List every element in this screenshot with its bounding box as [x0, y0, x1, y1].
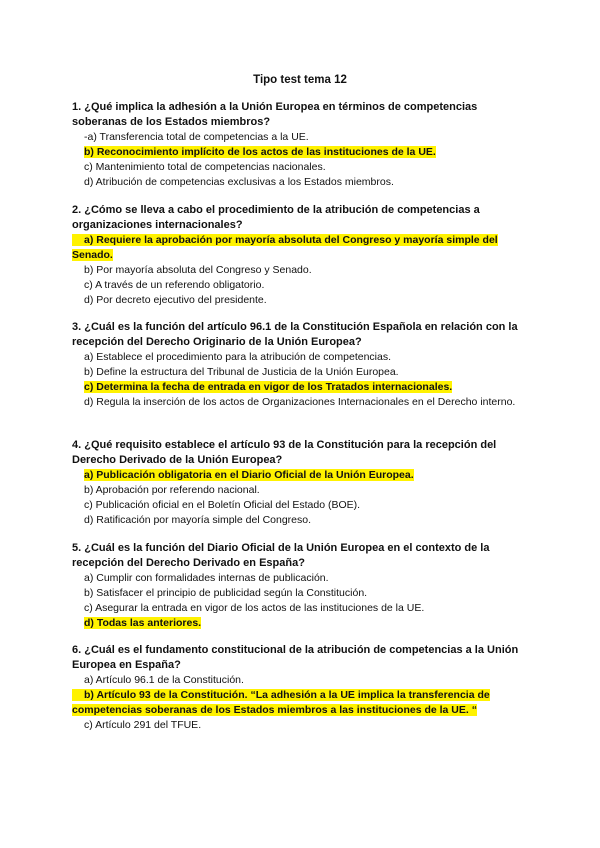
highlighted-answer: d) Todas las anteriores. [84, 617, 202, 629]
question-text: 5. ¿Cuál es la función del Diario Oficial de la Unión Europea en el contexto de la recepción del Derecho Derivado en España? [72, 542, 490, 569]
question-text: 1. ¿Qué implica la adhesión a la Unión Europea en términos de competencias soberanas de los Estados miembros? [72, 101, 478, 128]
option-b-correct [72, 688, 528, 718]
highlighted-answer: c) Determina la fecha de entrada en vigor de los Tratados internacionales. [84, 381, 453, 393]
option-c: c) Mantenimiento total de competencias nacionales. [84, 161, 326, 173]
option-c: c) Publicación oficial en el Boletín Oficial del Estado (BOE). [84, 499, 361, 511]
option-d-correct [72, 616, 528, 631]
question-text: 6. ¿Cuál es el fundamento constitucional de la atribución de competencias a la Unión Europea en España? [72, 644, 519, 671]
question-text: 4. ¿Qué requisito establece el artículo 93 de la Constitución para la recepción del Derecho Derivado de la Unión Europea? [72, 439, 497, 466]
option-b: b) Satisfacer el principio de publicidad según la Constitución. [84, 587, 368, 599]
question-6 [72, 643, 528, 733]
option-c: c) A través de un referendo obligatorio. [84, 279, 265, 291]
option-a-correct [72, 468, 528, 483]
option-a: a) Cumplir con formalidades internas de publicación. [84, 572, 329, 584]
highlighted-answer: b) Artículo 93 de la Constitución. “La adhesión a la UE implica la transferencia de competencias soberanas de los Estados miembros a las instituciones de la UE. “ [72, 689, 490, 716]
option-a-correct [72, 233, 528, 263]
option-d: d) Ratificación por mayoría simple del Congreso. [84, 514, 312, 526]
option-c: c) Artículo 291 del TFUE. [84, 719, 202, 731]
option-c-correct [72, 380, 528, 395]
option-c: c) Asegurar la entrada en vigor de los actos de las instituciones de la UE. [84, 602, 425, 614]
option-a: a) Establece el procedimiento para la atribución de competencias. [84, 351, 392, 363]
question-text: 3. ¿Cuál es la función del artículo 96.1 de la Constitución Española en relación con la recepción del Derecho Originario de la Unión Europea? [72, 321, 518, 348]
document-title: Tipo test tema 12 [253, 74, 347, 86]
option-a: a) Artículo 96.1 de la Constitución. [84, 674, 244, 686]
option-d: d) Atribución de competencias exclusivas a los Estados miembros. [84, 176, 394, 188]
option-a: -a) Transferencia total de competencias a la UE. [84, 131, 309, 143]
highlighted-answer: a) Publicación obligatoria en el Diario Oficial de la Unión Europea. [84, 469, 414, 481]
question-4 [72, 438, 528, 528]
option-b-correct [72, 145, 528, 160]
highlighted-answer: a) Requiere la aprobación por mayoría absoluta del Congreso y mayoría simple del Senado. [72, 234, 498, 261]
option-b: b) Define la estructura del Tribunal de Justicia de la Unión Europea. [84, 366, 399, 378]
question-3 [72, 320, 528, 410]
option-d: d) Regula la inserción de los actos de Organizaciones Internacionales en el Derecho interno. [84, 396, 516, 408]
question-1 [72, 100, 528, 190]
question-2 [72, 203, 528, 308]
question-text: 2. ¿Cómo se lleva a cabo el procedimiento de la atribución de competencias a organizaciones internacionales? [72, 204, 480, 231]
option-b: b) Aprobación por referendo nacional. [84, 484, 260, 496]
option-b: b) Por mayoría absoluta del Congreso y Senado. [84, 264, 312, 276]
highlighted-answer: b) Reconocimiento implícito de los actos de las instituciones de la UE. [84, 146, 436, 158]
question-5 [72, 541, 528, 631]
option-d: d) Por decreto ejecutivo del presidente. [84, 294, 267, 306]
